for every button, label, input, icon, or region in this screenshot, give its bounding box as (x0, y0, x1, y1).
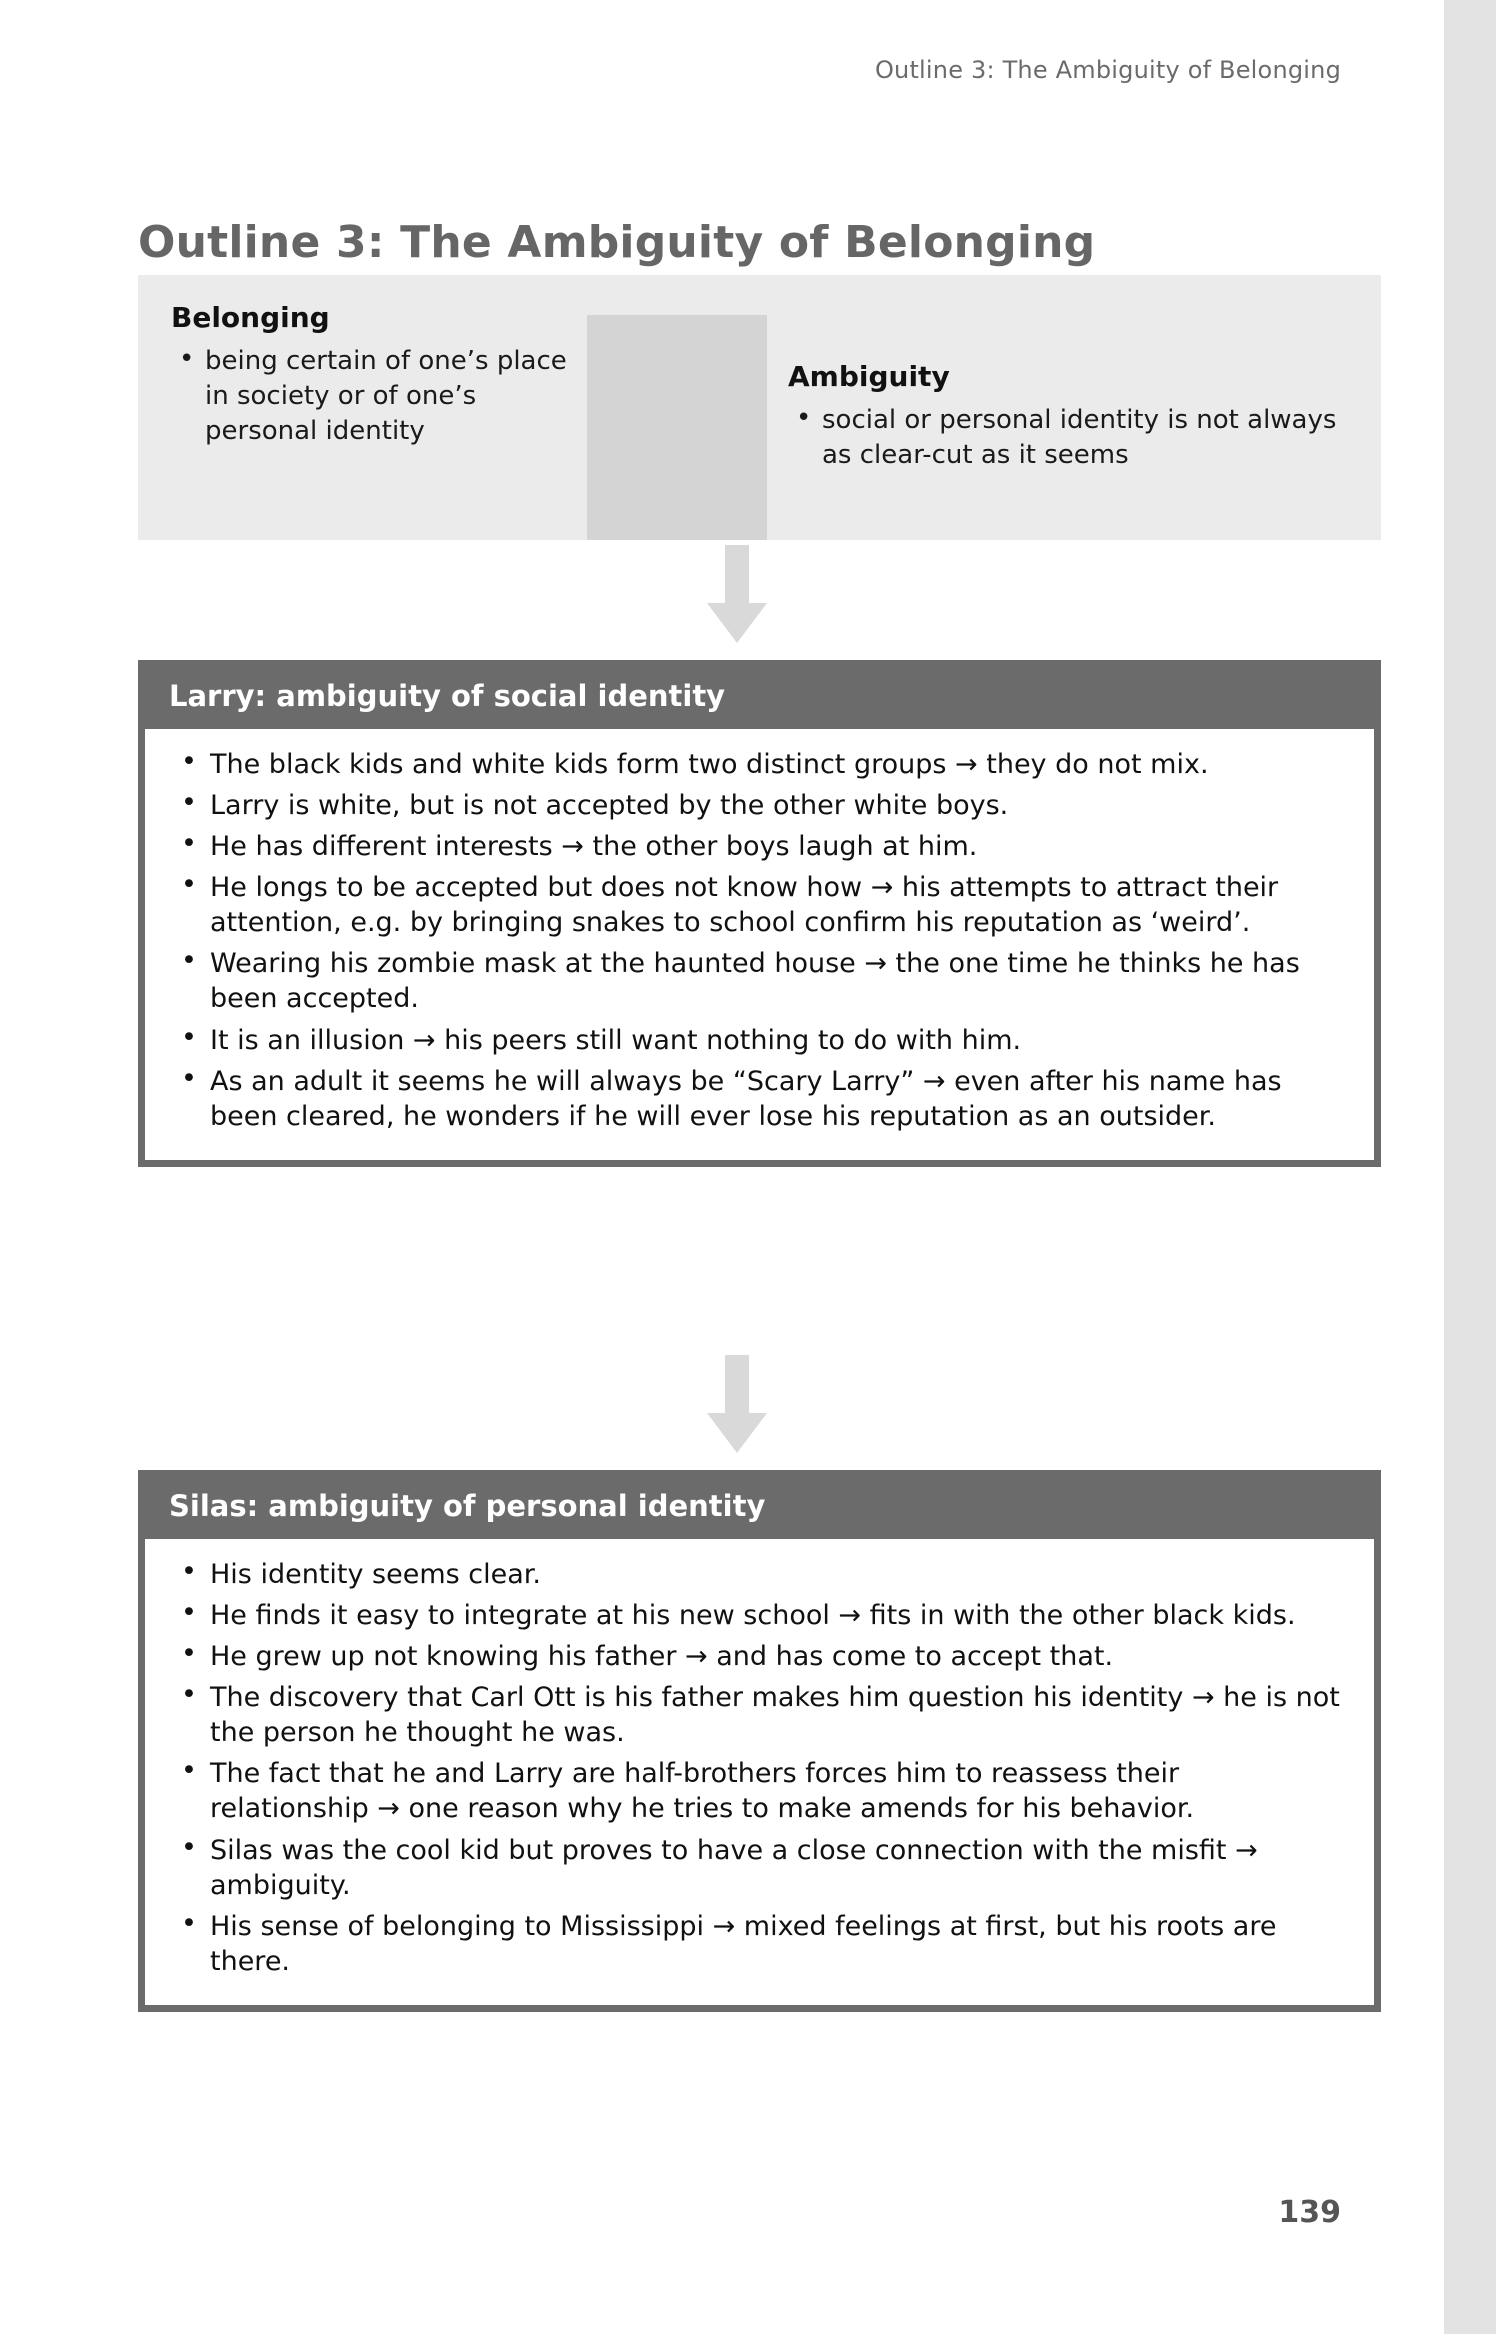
section-larry-header: Larry: ambiguity of social identity (145, 667, 1374, 729)
list-item: • The black kids and white kids form two distinct groups → they do not mix. (167, 747, 1346, 782)
definitions-divider-block (587, 315, 767, 540)
page-title: Outline 3: The Ambiguity of Belonging (138, 217, 1096, 269)
list-item: • Wearing his zombie mask at the haunted house → the one time he thinks he has been accepted. (167, 946, 1346, 1016)
list-item: • He has different interests → the other boys laugh at him. (167, 829, 1346, 864)
section-silas-body (145, 1539, 1374, 2005)
definition-belonging-heading: Belonging (171, 301, 330, 334)
definition-ambiguity (788, 360, 1348, 475)
list-item: • He longs to be accepted but does not know how → his attempts to attract their attention, e.g. by bringing snakes to school confirm his reputation as ‘weird’. (167, 870, 1346, 940)
list-item: • Larry is white, but is not accepted by the other white boys. (167, 788, 1346, 823)
list-item: • being certain of one’s place in society or of one’s personal identity (171, 344, 571, 448)
definition-ambiguity-list (788, 403, 1348, 473)
running-head: Outline 3: The Ambiguity of Belonging (874, 56, 1341, 84)
list-item: • As an adult it seems he will always be “Scary Larry” → even after his name has been cleared, he wonders if he will ever lose his reputation as an outsider. (167, 1064, 1346, 1134)
section-larry-body (145, 729, 1374, 1160)
page-number: 139 (1278, 2195, 1341, 2230)
section-larry (138, 660, 1381, 1167)
definition-ambiguity-heading: Ambiguity (788, 360, 950, 393)
list-item: • The discovery that Carl Ott is his father makes him question his identity → he is not the person he thought he was. (167, 1680, 1346, 1750)
definition-belonging-list (171, 344, 571, 448)
definitions-band (138, 275, 1381, 540)
definition-belonging (171, 301, 571, 450)
section-silas-header: Silas: ambiguity of personal identity (145, 1477, 1374, 1539)
margin-band (1444, 0, 1496, 2334)
list-item: • He grew up not knowing his father → and has come to accept that. (167, 1639, 1346, 1674)
section-silas (138, 1470, 1381, 2012)
section-silas-bullets (167, 1557, 1346, 1979)
list-item: • social or personal identity is not always as clear-cut as it seems (788, 403, 1348, 473)
list-item: • He finds it easy to integrate at his new school → fits in with the other black kids. (167, 1598, 1346, 1633)
list-item: • The fact that he and Larry are half-brothers forces him to reassess their relationship → one reason why he tries to make amends for his behavior. (167, 1756, 1346, 1826)
down-arrow-icon (705, 545, 769, 645)
section-larry-bullets (167, 747, 1346, 1134)
list-item: • Silas was the cool kid but proves to have a close connection with the misfit → ambiguity. (167, 1833, 1346, 1903)
down-arrow-icon (705, 1355, 769, 1455)
list-item: • His sense of belonging to Mississippi → mixed feelings at first, but his roots are there. (167, 1909, 1346, 1979)
list-item: • His identity seems clear. (167, 1557, 1346, 1592)
list-item: • It is an illusion → his peers still want nothing to do with him. (167, 1023, 1346, 1058)
